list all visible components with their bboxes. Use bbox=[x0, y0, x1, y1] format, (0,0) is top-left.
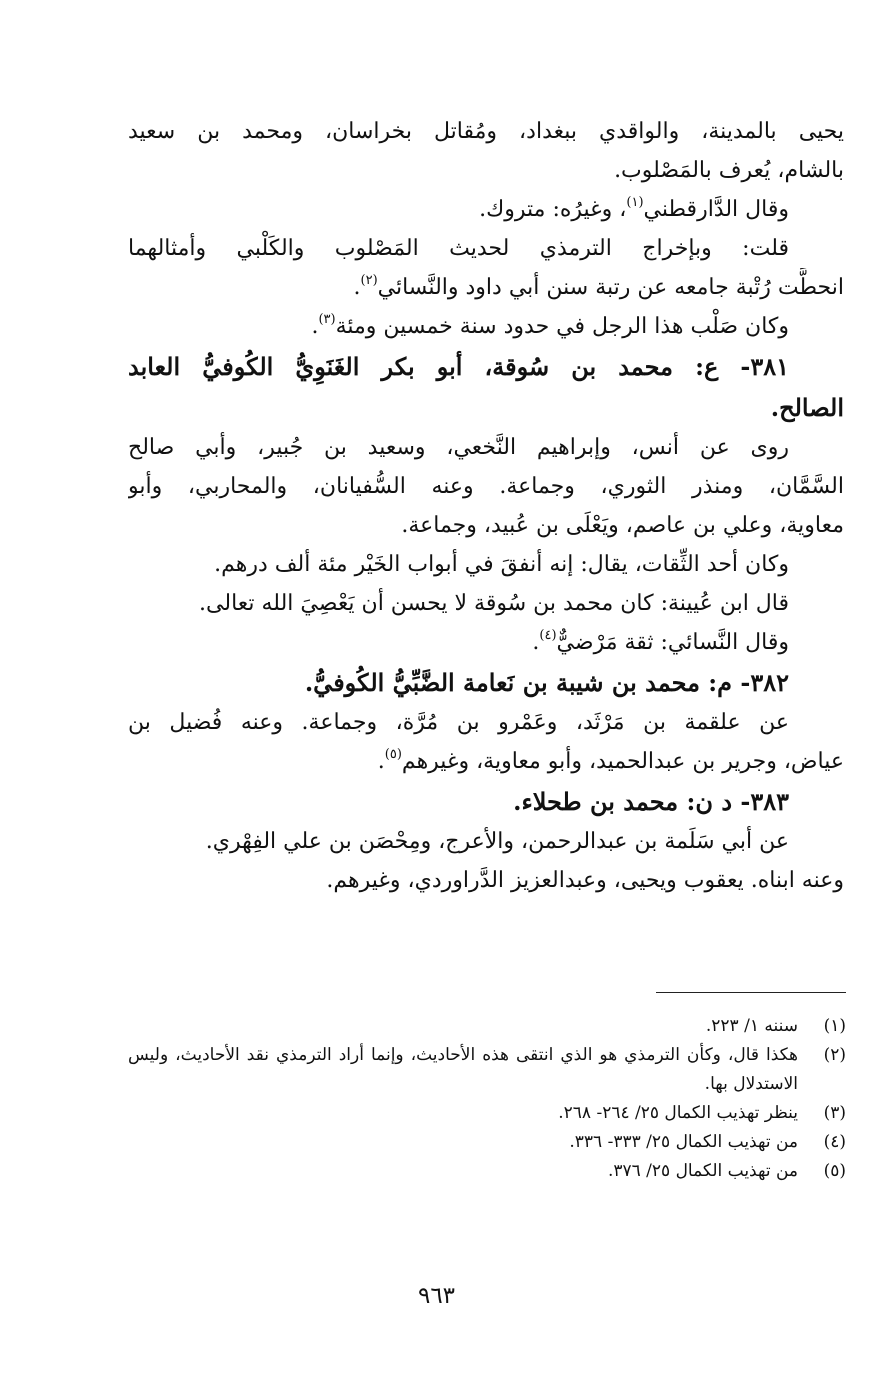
footnote-text: من تهذيب الكمال ٢٥/ ٣٧٦. bbox=[607, 1161, 798, 1181]
footnote-number: (٣) bbox=[823, 1103, 846, 1123]
text-line bbox=[128, 307, 844, 346]
footnote-number: (٢) bbox=[823, 1045, 846, 1065]
text-line: روى عن أنس، وإبراهيم النَّخعي، وسعيد بن جُبير، وأبي صالح bbox=[128, 435, 789, 460]
footnote-item bbox=[128, 1099, 846, 1128]
page-number: ٩٦٣ bbox=[417, 1283, 456, 1309]
footnote-ref: (٤) bbox=[539, 627, 557, 643]
footnotes bbox=[128, 1012, 846, 1186]
entry-heading-383: ٣٨٣- د ن: محمد بن طحلاء. bbox=[513, 787, 789, 816]
text-line: يحيى بالمدينة، والواقدي ببغداد، ومُقاتل بخراسان، ومحمد بن سعيد bbox=[128, 119, 844, 144]
text-line bbox=[128, 190, 844, 229]
entry-heading-382: ٣٨٢- م: محمد بن شيبة بن نَعامة الضَّبِّيُّ الكُوفيُّ. bbox=[304, 668, 789, 697]
text-line: عن علقمة بن مَرْثَد، وعَمْرو بن مُرَّة، وجماعة. وعنه فُضيل بن bbox=[128, 710, 789, 735]
text-line: قلت: وبإخراج الترمذي لحديث المَصْلوب والكَلْبي وأمثالهما bbox=[128, 236, 789, 261]
text-fragment: . bbox=[377, 749, 385, 774]
text-fragment: وكان صَلْب هذا الرجل في حدود سنة خمسين ومئة bbox=[335, 314, 789, 339]
footnote-text: هكذا قال، وكأن الترمذي هو الذي انتقى هذه الأحاديث، وإنما أراد الترمذي نقد الأحاديث، وليس الاستدلال بها. bbox=[128, 1045, 798, 1094]
main-text bbox=[128, 112, 844, 900]
text-fragment: وقال الدَّارقطني bbox=[643, 197, 789, 222]
entry-heading-381: ٣٨١- ع: محمد بن سُوقة، أبو بكر الغَنَوِيُّ الكُوفيُّ العابد bbox=[128, 352, 789, 381]
footnote-number: (١) bbox=[823, 1016, 846, 1036]
footnote-text: سننه ١/ ٢٢٣. bbox=[705, 1016, 798, 1036]
text-line bbox=[128, 623, 844, 662]
footnote-ref: (٥) bbox=[384, 746, 402, 762]
footnote-ref: (١) bbox=[626, 194, 644, 210]
text-line: بالشام، يُعرف بالمَصْلوب. bbox=[614, 158, 844, 183]
text-fragment: . bbox=[532, 630, 540, 655]
text-fragment: عياض، وجرير بن عبدالحميد، وأبو معاوية، وغيرهم bbox=[401, 749, 844, 774]
text-line: السَّمَّان، ومنذر الثوري، وجماعة. وعنه السُّفيانان، والمحاربي، وأبو bbox=[128, 474, 844, 499]
footnote-text: من تهذيب الكمال ٢٥/ ٣٣٣- ٣٣٦. bbox=[569, 1132, 798, 1152]
text-line: وعنه ابناه. يعقوب ويحيى، وعبدالعزيز الدَّراوردي، وغيرهم. bbox=[326, 868, 844, 893]
text-line: قال ابن عُيينة: كان محمد بن سُوقة لا يحسن أن يَعْصِيَ الله تعالى. bbox=[199, 591, 789, 616]
text-fragment: ، وغيرُه: متروك. bbox=[479, 197, 627, 222]
text-line: وكان أحد الثِّقات، يقال: إنه أنفقَ في أبواب الخَيْر مئة ألف درهم. bbox=[214, 552, 789, 577]
footnote-item bbox=[128, 1157, 846, 1186]
entry-heading-381-continued: الصالح. bbox=[770, 393, 844, 422]
text-fragment: انحطَّت رُتْبة جامعه عن رتبة سنن أبي داود والنَّسائي bbox=[377, 275, 844, 300]
text-fragment: . bbox=[353, 275, 361, 300]
footnote-ref: (٣) bbox=[318, 311, 336, 327]
footnote-number: (٥) bbox=[823, 1161, 846, 1181]
footnote-item bbox=[128, 1012, 846, 1041]
footnote-ref: (٢) bbox=[360, 272, 378, 288]
footnote-item bbox=[128, 1041, 846, 1099]
text-fragment: وقال النَّسائي: ثقة مَرْضيٌّ bbox=[556, 630, 789, 655]
text-line: معاوية، وعلي بن عاصم، ويَعْلَى بن عُبيد، وجماعة. bbox=[401, 513, 844, 538]
footnote-item bbox=[128, 1128, 846, 1157]
text-line: عن أبي سَلَمة بن عبدالرحمن، والأعرج، ومِحْصَن بن علي الفِهْري. bbox=[205, 829, 789, 854]
text-fragment: . bbox=[311, 314, 319, 339]
text-line bbox=[128, 268, 844, 307]
footnote-divider bbox=[656, 992, 846, 993]
footnote-number: (٤) bbox=[823, 1132, 846, 1152]
text-line bbox=[128, 742, 844, 781]
footnote-text: ينظر تهذيب الكمال ٢٥/ ٢٦٤- ٢٦٨. bbox=[558, 1103, 798, 1123]
